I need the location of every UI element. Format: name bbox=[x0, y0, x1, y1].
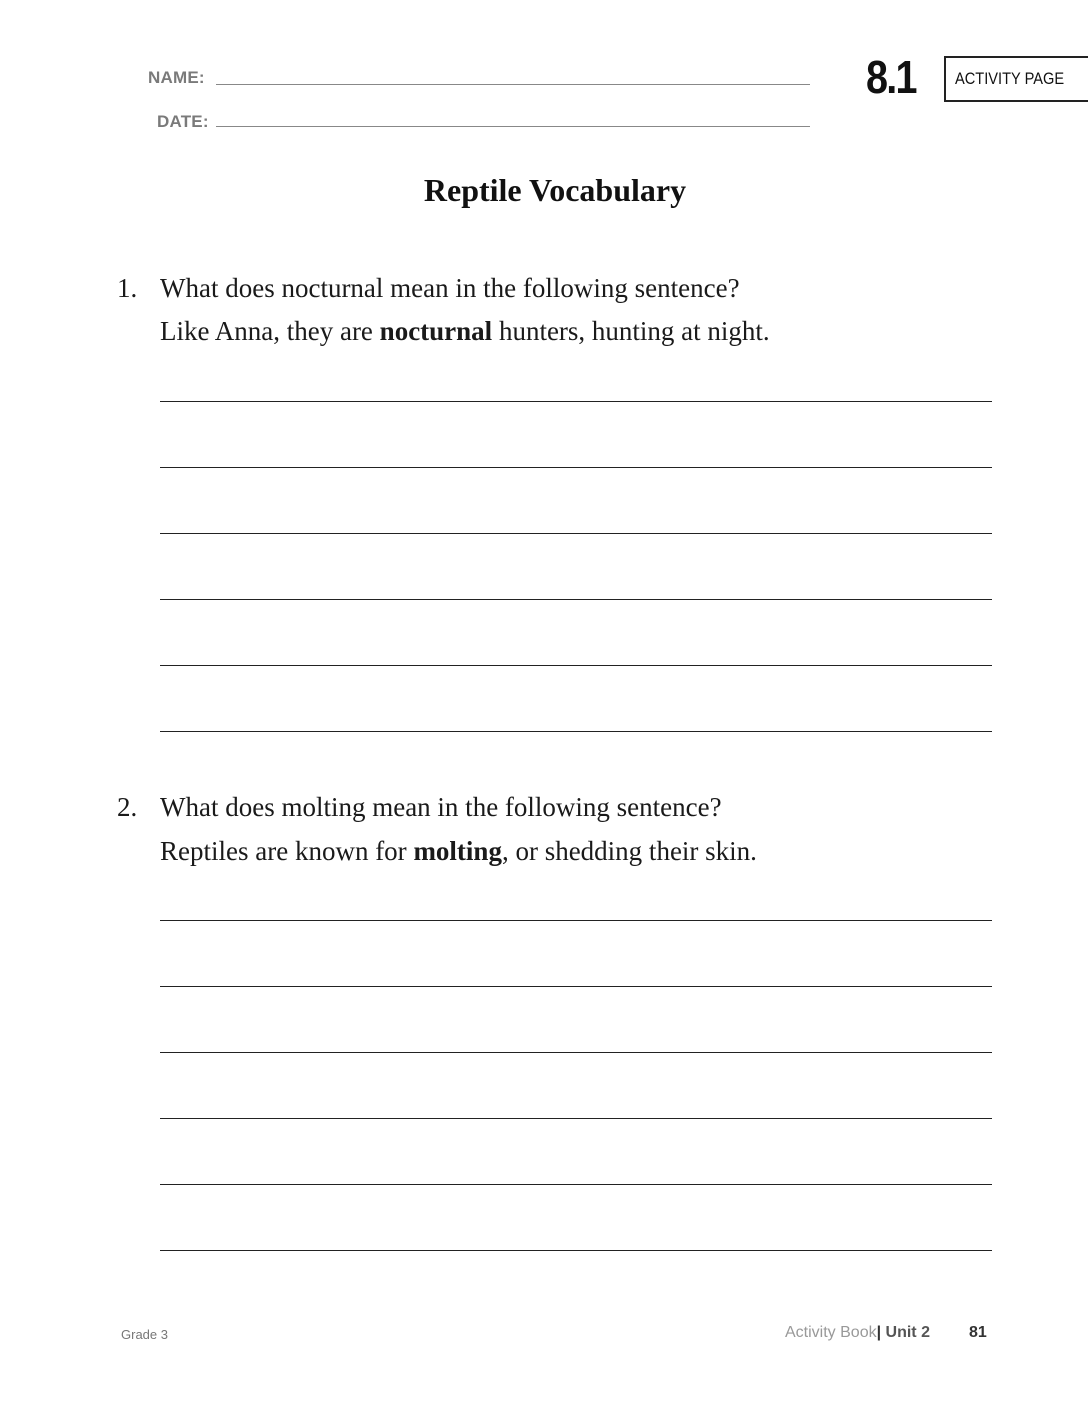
answer-line[interactable] bbox=[160, 1118, 992, 1119]
answer-line[interactable] bbox=[160, 401, 992, 402]
question-number: 1. bbox=[117, 273, 138, 303]
answer-line[interactable] bbox=[160, 1250, 992, 1251]
question-prompt: What does nocturnal mean in the following sentence? bbox=[160, 273, 740, 303]
answer-line[interactable] bbox=[160, 533, 992, 534]
unit-label: Unit 2 bbox=[885, 1324, 930, 1341]
date-label: DATE: bbox=[157, 112, 209, 131]
page-number: 81 bbox=[969, 1324, 987, 1341]
book-title: Activity Book bbox=[785, 1324, 877, 1341]
answer-line[interactable] bbox=[160, 1052, 992, 1053]
vocabulary-word: molting bbox=[413, 836, 502, 866]
answer-line[interactable] bbox=[160, 986, 992, 987]
lesson-number: 8.1 bbox=[866, 51, 916, 103]
name-label: NAME: bbox=[148, 68, 205, 87]
answer-line[interactable] bbox=[160, 920, 992, 921]
name-field[interactable] bbox=[216, 84, 810, 85]
answer-line[interactable] bbox=[160, 467, 992, 468]
question-sentence bbox=[160, 836, 757, 867]
footer-separator: | bbox=[876, 1324, 882, 1341]
grade-label: Grade 3 bbox=[121, 1327, 168, 1342]
vocabulary-word: nocturnal bbox=[379, 316, 493, 346]
date-field[interactable] bbox=[216, 126, 810, 127]
question-sentence bbox=[160, 316, 770, 347]
answer-line[interactable] bbox=[160, 665, 992, 666]
answer-line[interactable] bbox=[160, 731, 992, 732]
activity-page-label: ACTIVITY PAGE bbox=[955, 69, 1065, 88]
book-info bbox=[785, 1324, 930, 1342]
sentence-text: Reptiles are known for bbox=[160, 836, 414, 866]
question-prompt: What does molting mean in the following sentence? bbox=[160, 792, 722, 822]
sentence-text: Like Anna, they are bbox=[160, 316, 380, 346]
sentence-text: hunters, hunting at night. bbox=[492, 316, 770, 346]
answer-line[interactable] bbox=[160, 599, 992, 600]
question-number: 2. bbox=[117, 792, 138, 822]
answer-line[interactable] bbox=[160, 1184, 992, 1185]
page-title: Reptile Vocabulary bbox=[423, 172, 687, 208]
activity-page-tab bbox=[944, 56, 1088, 102]
sentence-text: , or shedding their skin. bbox=[501, 836, 757, 866]
